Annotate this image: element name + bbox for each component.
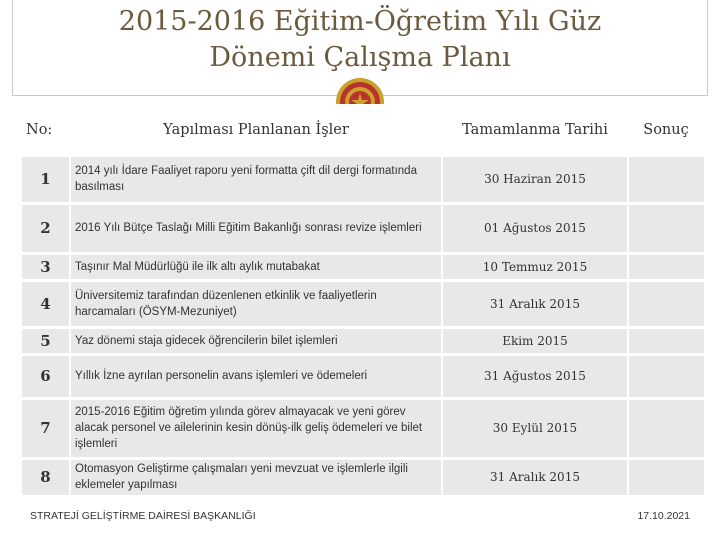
row-work: Taşınır Mal Müdürlüğü ile ilk altı aylık mutabakat: [70, 253, 442, 280]
row-no: 5: [22, 327, 70, 354]
row-no: 8: [22, 458, 70, 496]
row-work: Yaz dönemi staja gidecek öğrencilerin bilet işlemleri: [70, 327, 442, 354]
row-result: [628, 253, 704, 280]
table-row: [22, 354, 704, 398]
row-result: [628, 327, 704, 354]
row-work: Üniversitemiz tarafından düzenlenen etkinlik ve faaliyetlerin harcamaları (ÖSYM-Mezuniyet): [70, 280, 442, 327]
header-no: No:: [22, 104, 70, 156]
row-result: [628, 203, 704, 253]
row-no: 4: [22, 280, 70, 327]
row-no: 7: [22, 398, 70, 458]
header-work: Yapılması Planlanan İşler: [70, 104, 442, 156]
work-plan-table: [22, 104, 704, 498]
row-date: 10 Temmuz 2015: [442, 253, 628, 280]
table-row: [22, 327, 704, 354]
row-result: [628, 156, 704, 203]
row-work: Otomasyon Geliştirme çalışmaları yeni mevzuat ve işlemlerle ilgili eklemeler yapılması: [70, 458, 442, 496]
table-row: [22, 280, 704, 327]
title-line-1: 2015-2016 Eğitim-Öğretim Yılı Güz: [118, 6, 602, 37]
table-row: [22, 398, 704, 458]
header-result: Sonuç: [628, 104, 704, 156]
page-title: [0, 4, 720, 76]
row-work: 2015-2016 Eğitim öğretim yılında görev almayacak ve yeni görev alacak personel ve ailelerinin kesin dönüş-ilk geliş ödemeleri ve bilet işlemleri: [70, 398, 442, 458]
table-row: [22, 253, 704, 280]
row-date: 01 Ağustos 2015: [442, 203, 628, 253]
row-work: 2014 yılı İdare Faaliyet raporu yeni formatta çift dil dergi formatında basılması: [70, 156, 442, 203]
row-work: 2016 Yılı Bütçe Taslağı Milli Eğitim Bakanlığı sonrası revize işlemleri: [70, 203, 442, 253]
row-result: [628, 398, 704, 458]
table-row: [22, 156, 704, 203]
header-date: Tamamlanma Tarihi: [442, 104, 628, 156]
row-date: 31 Aralık 2015: [442, 458, 628, 496]
row-no: 1: [22, 156, 70, 203]
row-date: 31 Ağustos 2015: [442, 354, 628, 398]
row-no: 6: [22, 354, 70, 398]
title-line-2: Dönemi Çalışma Planı: [209, 42, 511, 73]
row-date: 30 Haziran 2015: [442, 156, 628, 203]
table-header-row: [22, 104, 704, 156]
row-no: 2: [22, 203, 70, 253]
row-result: [628, 458, 704, 496]
row-date: 30 Eylül 2015: [442, 398, 628, 458]
row-result: [628, 280, 704, 327]
row-date: 31 Aralık 2015: [442, 280, 628, 327]
row-work: Yıllık İzne ayrılan personelin avans işlemleri ve ödemeleri: [70, 354, 442, 398]
footer-department: STRATEJİ GELİŞTİRME DAİRESİ BAŞKANLIĞI: [30, 510, 256, 522]
row-result: [628, 354, 704, 398]
row-date: Ekim 2015: [442, 327, 628, 354]
row-no: 3: [22, 253, 70, 280]
footer-date: 17.10.2021: [637, 510, 690, 522]
table-row: [22, 458, 704, 496]
table-row: [22, 203, 704, 253]
